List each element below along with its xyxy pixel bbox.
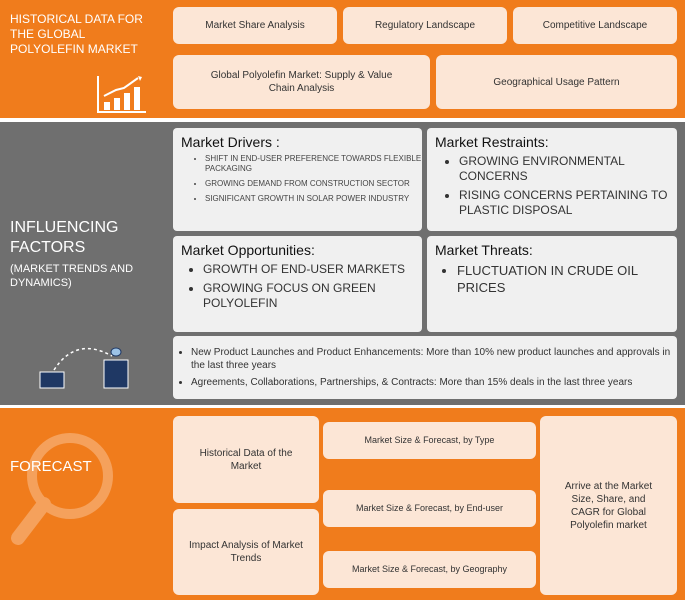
list-item: • SIGNIFICANT GROWTH IN SOLAR POWER INDUSTRY <box>205 194 422 204</box>
list-item: • New Product Launches and Product Enhancements: More than 10% new product launches and approvals in the last three years <box>191 346 677 372</box>
growth-chart-icon <box>96 74 148 114</box>
market-threats-panel <box>427 236 677 332</box>
market-drivers-panel <box>173 128 422 231</box>
forecast-section <box>0 408 685 600</box>
list-item: • Agreements, Collaborations, Partnerships, & Contracts: More than 15% deals in the last three years <box>191 376 677 389</box>
regulatory-landscape-box: Regulatory Landscape <box>343 7 507 44</box>
market-share-analysis-box: Market Share Analysis <box>173 7 337 44</box>
size-forecast-end-user-box: Market Size & Forecast, by End-user <box>323 490 536 527</box>
market-opportunities-title: Market Opportunities: <box>181 242 315 258</box>
market-opportunities-list <box>173 262 422 311</box>
market-drivers-list <box>173 154 422 204</box>
impact-analysis-box: Impact Analysis of Market Trends <box>173 509 319 595</box>
market-result-box: Arrive at the Market Size, Share, and CAGR for Global Polyolefin market <box>540 416 677 595</box>
trend-jump-icon <box>36 332 136 392</box>
market-drivers-title: Market Drivers : <box>181 134 280 150</box>
market-restraints-list <box>427 154 677 218</box>
supply-value-chain-box: Global Polyolefin Market: Supply & Value Chain Analysis <box>173 55 430 109</box>
list-item: • GROWING DEMAND FROM CONSTRUCTION SECTOR <box>205 179 422 189</box>
list-item: • GROWING FOCUS ON GREEN POLYOLEFIN <box>203 281 422 311</box>
historical-data-section <box>0 0 685 118</box>
forecast-historical-data-box: Historical Data of the Market <box>173 416 319 503</box>
market-opportunities-panel <box>173 236 422 332</box>
magnifier-icon <box>8 428 138 558</box>
competitive-landscape-box: Competitive Landscape <box>513 7 677 44</box>
market-threats-title: Market Threats: <box>435 242 533 258</box>
market-restraints-title: Market Restraints: <box>435 134 549 150</box>
size-forecast-geography-box: Market Size & Forecast, by Geography <box>323 551 536 588</box>
list-item: • GROWTH OF END-USER MARKETS <box>203 262 422 277</box>
influencing-factors-subtitle: (MARKET TRENDS AND DYNAMICS) <box>10 263 134 289</box>
market-restraints-panel <box>427 128 677 231</box>
list-item: • SHIFT IN END-USER PREFERENCE TOWARDS FLEXIBLE PACKAGING <box>205 154 422 174</box>
list-item: • RISING CONCERNS PERTAINING TO PLASTIC DISPOSAL <box>459 188 677 218</box>
influencing-factors-section <box>0 122 685 405</box>
historical-data-title: HISTORICAL DATA FOR THE GLOBAL POLYOLEFIN MARKET <box>10 12 143 56</box>
size-forecast-type-box: Market Size & Forecast, by Type <box>323 422 536 459</box>
market-trends-panel <box>173 336 677 399</box>
influencing-factors-title: INFLUENCING FACTORS <box>10 219 119 256</box>
forecast-title: FORECAST <box>10 458 92 475</box>
market-threats-list <box>427 262 677 296</box>
geographical-usage-box: Geographical Usage Pattern <box>436 55 677 109</box>
list-item: • GROWING ENVIRONMENTAL CONCERNS <box>459 154 677 184</box>
market-trends-list <box>173 346 677 389</box>
list-item: • FLUCTUATION IN CRUDE OIL PRICES <box>457 262 677 296</box>
